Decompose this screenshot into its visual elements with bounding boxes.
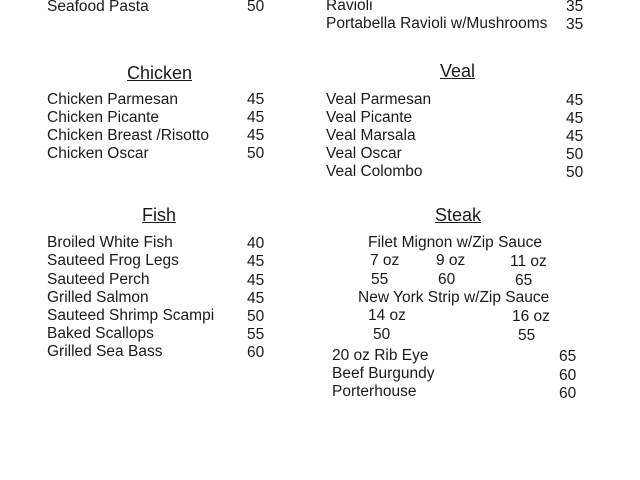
menu-item-name: Chicken Oscar <box>47 145 149 162</box>
menu-item-name: Chicken Picante <box>47 109 160 126</box>
menu-item-price: 35 <box>566 0 584 15</box>
menu-item-price: 60 <box>559 385 577 402</box>
menu-item-name: Veal Picante <box>326 109 413 126</box>
menu-item-price: 50 <box>247 0 265 15</box>
menu-item-name: Ravioli <box>326 0 373 14</box>
menu-item-price: 50 <box>566 146 584 163</box>
menu-item-name: Veal Oscar <box>326 145 402 162</box>
menu-item-name: Beef Burgundy <box>332 365 435 382</box>
menu-item-price: 45 <box>566 110 584 127</box>
menu-item-name: Chicken Breast /Risotto <box>47 127 209 144</box>
menu-item-name: Grilled Sea Bass <box>47 343 163 360</box>
menu-item-name: Seafood Pasta <box>47 0 149 15</box>
menu-item-price: 45 <box>247 109 265 126</box>
filet-size: 9 oz <box>436 252 466 269</box>
menu-item-name: Chicken Parmesan <box>47 91 178 108</box>
filet-price: 65 <box>515 272 533 289</box>
menu-item-price: 45 <box>247 290 265 307</box>
menu-item-name: Veal Parmesan <box>326 91 432 108</box>
section-heading-veal: Veal <box>440 61 476 81</box>
menu-item-price: 45 <box>247 91 265 108</box>
menu-item-price: 35 <box>566 16 584 33</box>
menu-item-price: 65 <box>559 348 577 365</box>
menu-item-price: 45 <box>566 128 584 145</box>
section-heading-chicken: Chicken <box>127 63 193 83</box>
menu-item-name: Broiled White Fish <box>47 234 173 251</box>
strip-size: 14 oz <box>368 307 406 324</box>
menu-item-price: 50 <box>566 164 584 181</box>
menu-item-price: 45 <box>247 253 265 270</box>
section-heading-fish: Fish <box>142 205 177 225</box>
menu-item-name: Veal Colombo <box>326 163 423 180</box>
menu-item-name: Sauteed Perch <box>47 271 150 288</box>
filet-mignon-title: Filet Mignon w/Zip Sauce <box>368 234 543 251</box>
menu-item-price: 45 <box>247 127 265 144</box>
menu-item-price: 60 <box>559 367 577 384</box>
menu-item-name: Baked Scallops <box>47 325 154 342</box>
menu-item-name: Portabella Ravioli w/Mushrooms <box>326 15 548 32</box>
menu-item-price: 55 <box>247 326 265 343</box>
menu-item-price: 50 <box>247 145 265 162</box>
menu-item-name: Grilled Salmon <box>47 289 149 306</box>
strip-size: 16 oz <box>512 308 550 325</box>
filet-size: 11 oz <box>510 253 547 270</box>
menu-item-name: 20 oz Rib Eye <box>332 347 429 364</box>
menu-item-name: Veal Marsala <box>326 127 416 144</box>
menu-item-price: 50 <box>247 308 265 325</box>
strip-price: 50 <box>373 326 391 343</box>
menu-item-price: 45 <box>247 272 265 289</box>
filet-price: 55 <box>371 271 389 288</box>
filet-price: 60 <box>438 271 456 288</box>
menu-item-price: 45 <box>566 92 584 109</box>
menu-item-name: Porterhouse <box>332 383 417 400</box>
menu-item-name: Sauteed Frog Legs <box>47 252 179 269</box>
ny-strip-title: New York Strip w/Zip Sauce <box>358 289 550 306</box>
strip-price: 55 <box>518 327 536 344</box>
menu-item-price: 60 <box>247 344 265 361</box>
menu-item-price: 40 <box>247 235 265 252</box>
filet-size: 7 oz <box>370 252 400 269</box>
section-heading-steak: Steak <box>435 205 482 225</box>
menu-item-name: Sauteed Shrimp Scampi <box>47 307 215 324</box>
